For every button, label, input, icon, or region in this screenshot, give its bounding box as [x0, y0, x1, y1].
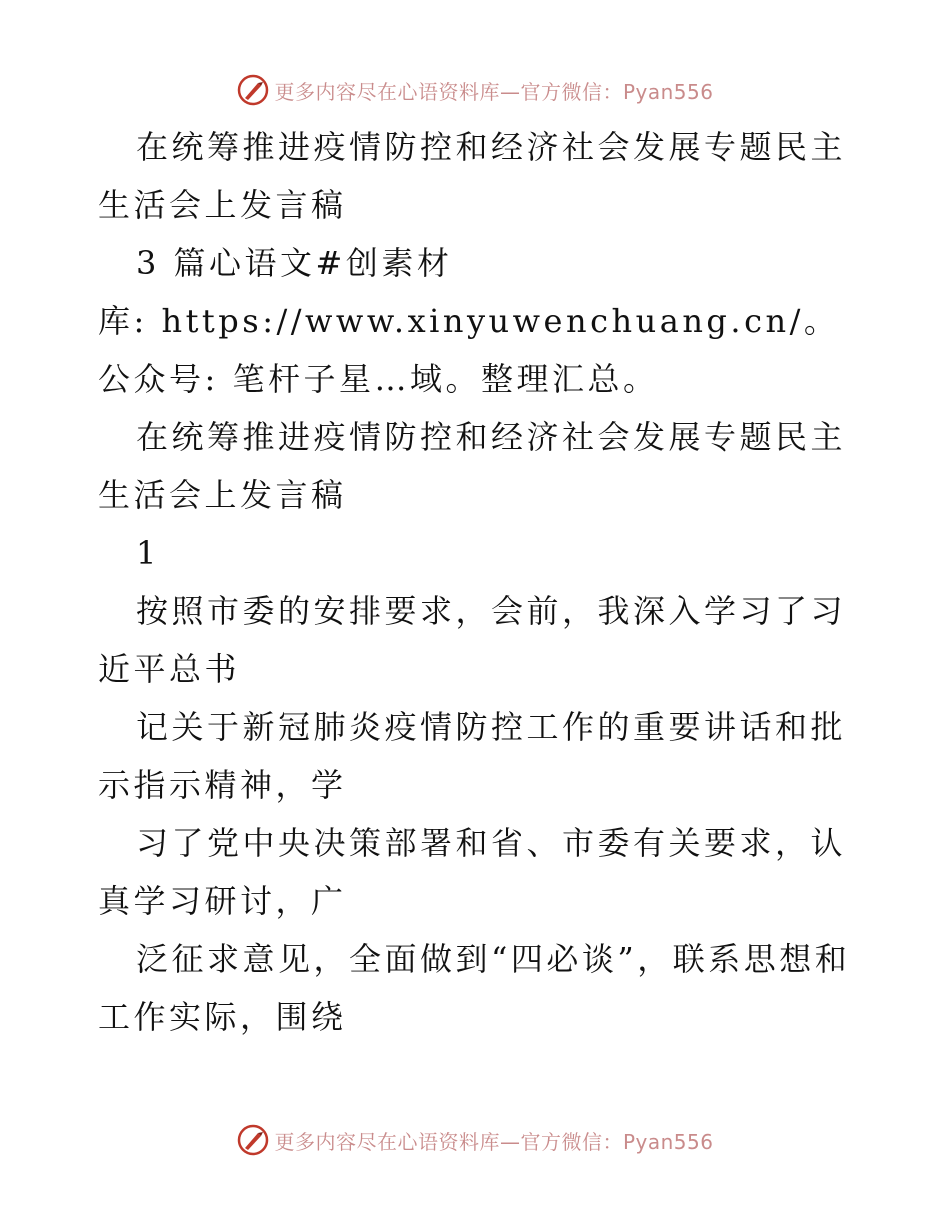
pen-circle-logo-icon [236, 1123, 270, 1157]
watermark-brand: 更多内容尽在心语资料库 [274, 79, 500, 104]
paragraph-title-2: 在统筹推进疫情防控和经济社会发展专题民主生活会上发言稿 [98, 418, 847, 514]
watermark-brand: 更多内容尽在心语资料库 [274, 1129, 500, 1154]
watermark-separator: — [499, 79, 521, 104]
paragraph-section-number: 1 [136, 534, 160, 572]
paragraph-title-1: 在统筹推进疫情防控和经济社会发展专题民主生活会上发言稿 [98, 128, 847, 224]
document-body [98, 118, 858, 1046]
pen-circle-logo-icon [236, 73, 270, 107]
paragraph-source-url: 库: https://www.xinyuwenchuang.cn/。公众号: 笔杆子星…域。整理汇总。 [98, 302, 840, 398]
watermark-wechat: 官方微信：Pyan556 [520, 1129, 714, 1154]
header-watermark [0, 70, 950, 110]
paragraph-body-4: 泛征求意见，全面做到“四必谈”，联系思想和工作实际，围绕 [98, 940, 851, 1036]
watermark-wechat: 官方微信：Pyan556 [520, 79, 714, 104]
watermark-text [274, 1126, 713, 1155]
paragraph-body-2: 记关于新冠肺炎疫情防控工作的重要讲话和批示指示精神，学 [98, 708, 847, 804]
watermark-separator: — [499, 1129, 521, 1154]
footer-watermark [0, 1120, 950, 1160]
watermark-text [274, 76, 713, 105]
paragraph-source-line: 3 篇心语文#创素材 [136, 244, 453, 282]
paragraph-body-1: 按照市委的安排要求，会前，我深入学习了习近平总书 [98, 592, 847, 688]
paragraph-body-3: 习了党中央决策部署和省、市委有关要求，认真学习研讨，广 [98, 824, 847, 920]
